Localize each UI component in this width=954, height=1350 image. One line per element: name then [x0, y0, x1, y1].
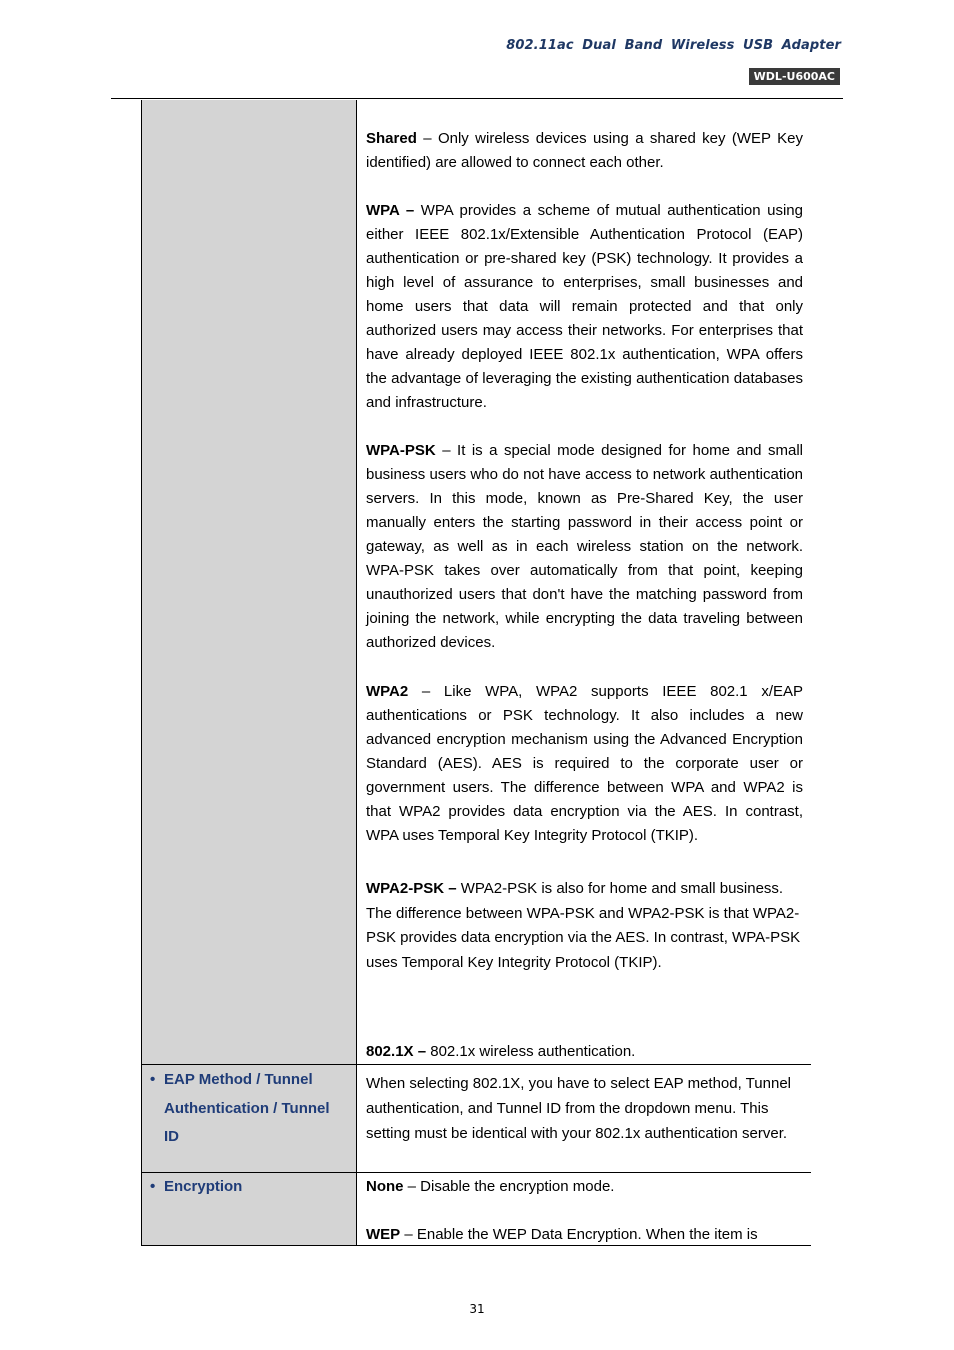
desc-eap: When selecting 802.1X, you have to select EAP method, Tunnel authentication, and Tunnel ID from the dropdown menu. This setting must be identical with your 802.1x authentication server.: [366, 1075, 791, 1142]
row-divider: [141, 1064, 811, 1065]
desc-wpa: WPA – WPA provides a scheme of mutual authentication using either IEEE 802.1x/Extensible Authentication Protocol (EAP) authentication or pre-shared key (PSK) technology. It provides a high level of assurance to enterprises, small businesses and home users that data will remain protected and that only authorized users may access their networks. For enterprises that have already deployed IEEE 802.1x authentication, WPA offers the advantage of leveraging the existing authentication databases and infrastructure.: [366, 202, 803, 411]
table-left-border: [141, 100, 142, 1246]
desc-8021x: 802.1X – 802.1x wireless authentication.: [366, 1043, 636, 1060]
desc-none: None – Disable the encryption mode.: [366, 1178, 615, 1195]
label-eap-method: • EAP Method / Tunnel Authentication / Tunnel ID: [150, 1066, 350, 1152]
desc-shared: Shared – Only wireless devices using a shared key (WEP Key identified) are allowed to connect each other.: [366, 130, 803, 171]
column-divider: [356, 100, 357, 1246]
document-title: 802.11ac Dual Band Wireless USB Adapter: [506, 38, 841, 53]
bullet-icon: •: [150, 1178, 156, 1195]
desc-wpa-psk: WPA-PSK – It is a special mode designed for home and small business users who do not have access to network authentication servers. In this mode, known as Pre-Shared Key, the user manually enters the starting password in their access point or gateway, as well as in each wireless station on the network. WPA-PSK takes over automatically from that point, keeping unauthorized users that don't have the matching password from joining the network, while encrypting the data traveling between authorized devices.: [366, 442, 803, 651]
page-number: 31: [469, 1302, 485, 1316]
desc-wpa2-psk: WPA2-PSK – WPA2-PSK is also for home and small business. The difference between WPA-PSK and WPA2-PSK is that WPA2-PSK provides data encryption via the AES. In contrast, WPA-PSK uses Temporal Key Integrity Protocol (TKIP).: [366, 880, 801, 971]
bullet-icon: •: [150, 1071, 156, 1088]
row-label-cell-auth: [141, 100, 356, 1064]
desc-wep: WEP – Enable the WEP Data Encryption. When the item is: [366, 1226, 758, 1243]
label-encryption: • Encryption: [150, 1173, 350, 1202]
header-rule: [111, 98, 843, 99]
model-badge: WDL-U600AC: [749, 68, 840, 85]
desc-wpa2: WPA2 – Like WPA, WPA2 supports IEEE 802.1 x/EAP authentications or PSK technology. It also includes a new advanced encryption mechanism using the Advanced Encryption Standard (AES). AES is required to the corporate user or government users. The difference between WPA and WPA2 is that WPA2 provides data encryption via the AES. In contrast, WPA uses Temporal Key Integrity Protocol (TKIP).: [366, 683, 803, 844]
